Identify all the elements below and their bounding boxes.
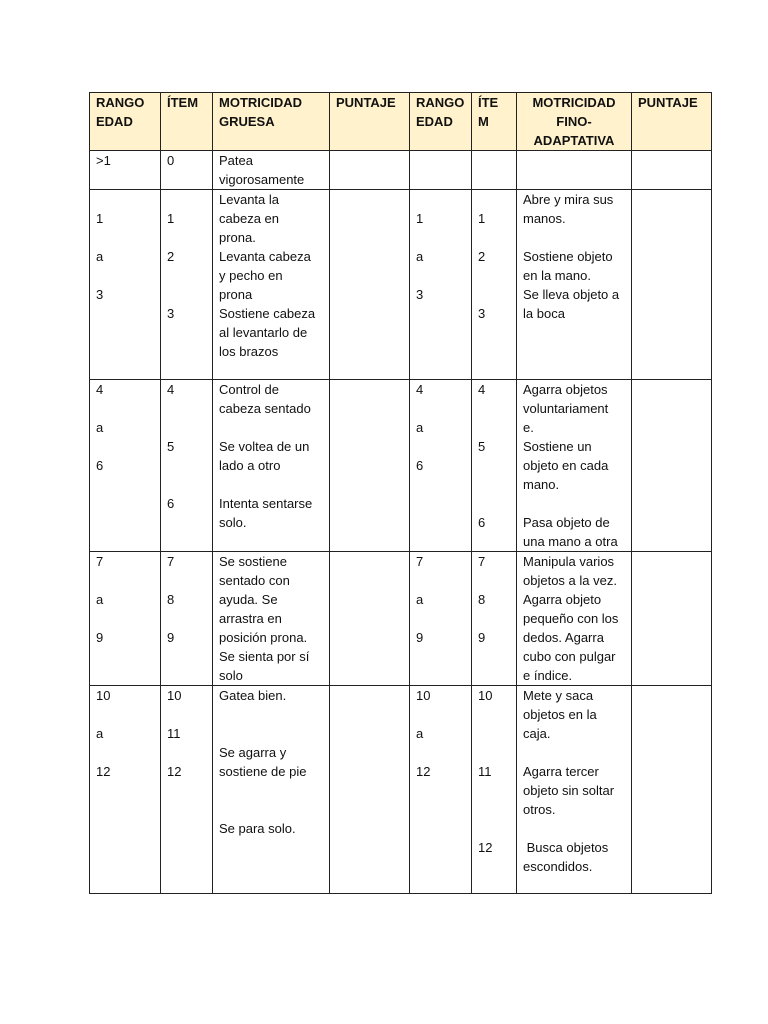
cell-line [478,266,510,285]
header-motricidad-fina: MOTRICIDAD FINO-ADAPTATIVA [517,93,632,151]
cell-line: cubo con pulgar [523,649,616,664]
cell-line: Sostiene cabeza [219,306,316,321]
cell-motricidad-fina [517,151,632,190]
cell-line: 0 [167,153,175,168]
cell-line: solo. [219,515,247,530]
cell-line: 9 [478,630,486,645]
cell-line [167,285,206,304]
header-rango-edad-gruesa: RANGO EDAD [90,93,161,151]
cell-line: 10 [96,688,111,703]
cell-line: Agarra objeto [523,592,602,607]
cell-line [96,743,154,762]
cell-line [478,399,510,418]
cell-line: objeto en cada [523,458,609,473]
cell-line: Abre y mira sus [523,192,614,207]
cell-line: 7 [96,554,104,569]
cell-line: Se para solo. [219,821,296,836]
cell-line [416,609,465,628]
cell-rango-edad-gruesa [90,190,161,380]
cell-line: Agarra tercer [523,764,599,779]
cell-line: dedos. Agarra [523,630,604,645]
cell-rango-edad-gruesa [90,686,161,894]
cell-puntaje-fina [632,151,712,190]
cell-line: prona. [219,230,256,245]
cell-line [96,437,154,456]
cell-line [96,571,154,590]
cell-line: Se voltea de un [219,439,310,454]
cell-line [478,285,510,304]
cell-line: Levanta cabeza [219,249,311,264]
cell-line [478,800,510,819]
cell-line [523,228,625,247]
cell-line: a [416,726,424,741]
cell-line [523,743,625,762]
cell-line: Se lleva objeto a [523,287,620,302]
cell-line [167,399,206,418]
cell-line [523,819,625,838]
cell-line: 10 [416,688,431,703]
cell-motricidad-gruesa [213,552,330,686]
cell-line [167,475,206,494]
cell-line: otros. [523,802,556,817]
table-row [90,380,712,552]
cell-rango-edad-fina [410,552,472,686]
cell-line [96,705,154,724]
cell-line: cabeza sentado [219,401,311,416]
cell-line: 1 [96,211,104,226]
cell-line [416,437,465,456]
cell-motricidad-gruesa [213,190,330,380]
cell-line: la boca [523,306,565,321]
header-puntaje-fina: PUNTAJE [632,93,712,151]
cell-line: y pecho en [219,268,283,283]
cell-line [478,743,510,762]
cell-item-fina [472,380,517,552]
cell-line: 6 [167,496,175,511]
cell-line: 9 [96,630,104,645]
cell-line: 2 [167,249,175,264]
cell-line: 7 [416,554,424,569]
cell-item-gruesa [161,190,213,380]
cell-rango-edad-fina [410,151,472,190]
cell-line [219,800,323,819]
cell-line: Gatea bien. [219,688,287,703]
cell-item-fina [472,552,517,686]
cell-line [219,724,323,743]
cell-motricidad-fina [517,552,632,686]
cell-rango-edad-gruesa [90,380,161,552]
cell-line [478,190,510,209]
cell-puntaje-gruesa [330,380,410,552]
cell-line: cabeza en [219,211,279,226]
cell-item-gruesa [161,380,213,552]
cell-line: escondidos. [523,859,593,874]
cell-item-gruesa [161,686,213,894]
cell-line [219,418,323,437]
cell-line: 12 [478,840,493,855]
cell-line: 3 [416,287,424,302]
cell-item-fina [472,686,517,894]
cell-line [478,418,510,437]
cell-line: Patea [219,153,253,168]
cell-motricidad-gruesa [213,151,330,190]
cell-puntaje-gruesa [330,190,410,380]
cell-line: e. [523,420,534,435]
cell-line: posición prona. [219,630,308,645]
development-scale-table [89,92,712,894]
cell-line: caja. [523,726,551,741]
cell-line: solo [219,668,243,683]
cell-line [416,266,465,285]
cell-line: a [96,249,104,264]
cell-line: Manipula varios [523,554,615,569]
cell-line: 1 [416,211,424,226]
cell-line: sostiene de pie [219,764,307,779]
cell-rango-edad-fina [410,380,472,552]
cell-line [167,418,206,437]
cell-item-gruesa [161,151,213,190]
cell-line: Mete y saca [523,688,594,703]
cell-line: 10 [478,688,493,703]
cell-line: Se agarra y [219,745,287,760]
cell-line: 8 [478,592,486,607]
cell-line: manos. [523,211,566,226]
cell-line: a [96,420,104,435]
cell-line [219,705,323,724]
cell-puntaje-fina [632,686,712,894]
cell-line [416,399,465,418]
cell-line: objeto sin soltar [523,783,615,798]
cell-line: 11 [167,726,181,741]
cell-line: e índice. [523,668,573,683]
cell-line: 1 [167,211,175,226]
cell-motricidad-gruesa [213,380,330,552]
cell-item-fina [472,190,517,380]
cell-line [478,705,510,724]
cell-line [478,781,510,800]
cell-puntaje-fina [632,380,712,552]
cell-line: Se sienta por sí [219,649,310,664]
cell-line [96,266,154,285]
cell-line [219,781,323,800]
cell-line: 4 [167,382,175,397]
cell-line: sentado con [219,573,290,588]
cell-line: Levanta la [219,192,279,207]
cell-line: 12 [167,764,182,779]
cell-line [478,724,510,743]
cell-line: a [96,726,104,741]
cell-rango-edad-gruesa [90,552,161,686]
cell-line [416,743,465,762]
cell-item-gruesa [161,552,213,686]
header-motricidad-gruesa: MOTRICIDAD GRUESA [213,93,330,151]
cell-line: 6 [478,515,486,530]
cell-line: 4 [416,382,424,397]
table-header-row [90,93,712,151]
cell-rango-edad-fina [410,190,472,380]
cell-line: 12 [96,764,111,779]
cell-line: arrastra en [219,611,282,626]
cell-line: objetos en la [523,707,597,722]
cell-line: 3 [478,306,486,321]
cell-line: 12 [416,764,431,779]
cell-line: los brazos [219,344,279,359]
cell-line [416,228,465,247]
cell-line: prona [219,287,253,302]
cell-line [96,609,154,628]
cell-line [167,609,206,628]
cell-rango-edad-fina [410,686,472,894]
cell-line [96,399,154,418]
cell-line [96,228,154,247]
table-body [90,151,712,894]
cell-line: una mano a otra [523,534,618,549]
cell-line [478,819,510,838]
cell-line [96,190,154,209]
cell-puntaje-gruesa [330,552,410,686]
cell-puntaje-gruesa [330,686,410,894]
cell-motricidad-fina [517,190,632,380]
cell-line: 7 [167,554,175,569]
cell-line [167,571,206,590]
cell-puntaje-gruesa [330,151,410,190]
cell-line [523,494,625,513]
cell-line: a [416,592,424,607]
header-puntaje-gruesa: PUNTAJE [330,93,410,151]
table-row [90,552,712,686]
cell-motricidad-fina [517,686,632,894]
cell-line [167,705,206,724]
cell-line: 7 [478,554,486,569]
header-rango-edad-fina: RANGO EDAD [410,93,472,151]
cell-line: Control de [219,382,279,397]
cell-line [478,228,510,247]
cell-line: 2 [478,249,486,264]
cell-line: Se sostiene [219,554,287,569]
cell-line: 9 [167,630,175,645]
cell-line: 10 [167,688,182,703]
cell-line: 8 [167,592,175,607]
cell-line: >1 [96,153,111,168]
cell-motricidad-gruesa [213,686,330,894]
header-item-gruesa: ÍTEM [161,93,213,151]
cell-line [416,190,465,209]
cell-line: 4 [96,382,104,397]
cell-line: 6 [96,458,104,473]
cell-line: objetos a la vez. [523,573,617,588]
cell-puntaje-fina [632,190,712,380]
cell-line [167,228,206,247]
cell-motricidad-fina [517,380,632,552]
cell-line: 5 [167,439,175,454]
cell-line: 9 [416,630,424,645]
cell-line: 1 [478,211,486,226]
cell-line: a [416,420,424,435]
cell-line: Busca objetos [523,840,609,855]
cell-line: 3 [96,287,104,302]
cell-line: Intenta sentarse [219,496,313,511]
cell-line: a [416,249,424,264]
cell-line: en la mano. [523,268,591,283]
cell-line: Sostiene objeto [523,249,613,264]
cell-line: vigorosamente [219,172,305,187]
cell-item-fina [472,151,517,190]
cell-line: 6 [416,458,424,473]
cell-puntaje-fina [632,552,712,686]
cell-line: 5 [478,439,486,454]
cell-line [167,190,206,209]
cell-line: lado a otro [219,458,281,473]
cell-line [167,743,206,762]
cell-line: pequeño con los [523,611,619,626]
cell-line: voluntariament [523,401,609,416]
cell-line [416,705,465,724]
cell-line [478,456,510,475]
cell-line [167,266,206,285]
cell-line: ayuda. Se [219,592,278,607]
cell-rango-edad-gruesa [90,151,161,190]
table-row [90,686,712,894]
cell-line: 4 [478,382,486,397]
cell-line: Agarra objetos [523,382,608,397]
cell-line [167,456,206,475]
cell-line [478,494,510,513]
cell-line: 11 [478,764,492,779]
cell-line [478,475,510,494]
cell-line [416,571,465,590]
table-row [90,190,712,380]
cell-line: al levantarlo de [219,325,308,340]
cell-line: 3 [167,306,175,321]
cell-line: a [96,592,104,607]
cell-line [219,475,323,494]
cell-line: Sostiene un [523,439,592,454]
header-item-fina: ÍTE M [472,93,517,151]
cell-line [478,609,510,628]
table-row [90,151,712,190]
cell-line: Pasa objeto de [523,515,610,530]
cell-line: mano. [523,477,560,492]
cell-line [478,571,510,590]
